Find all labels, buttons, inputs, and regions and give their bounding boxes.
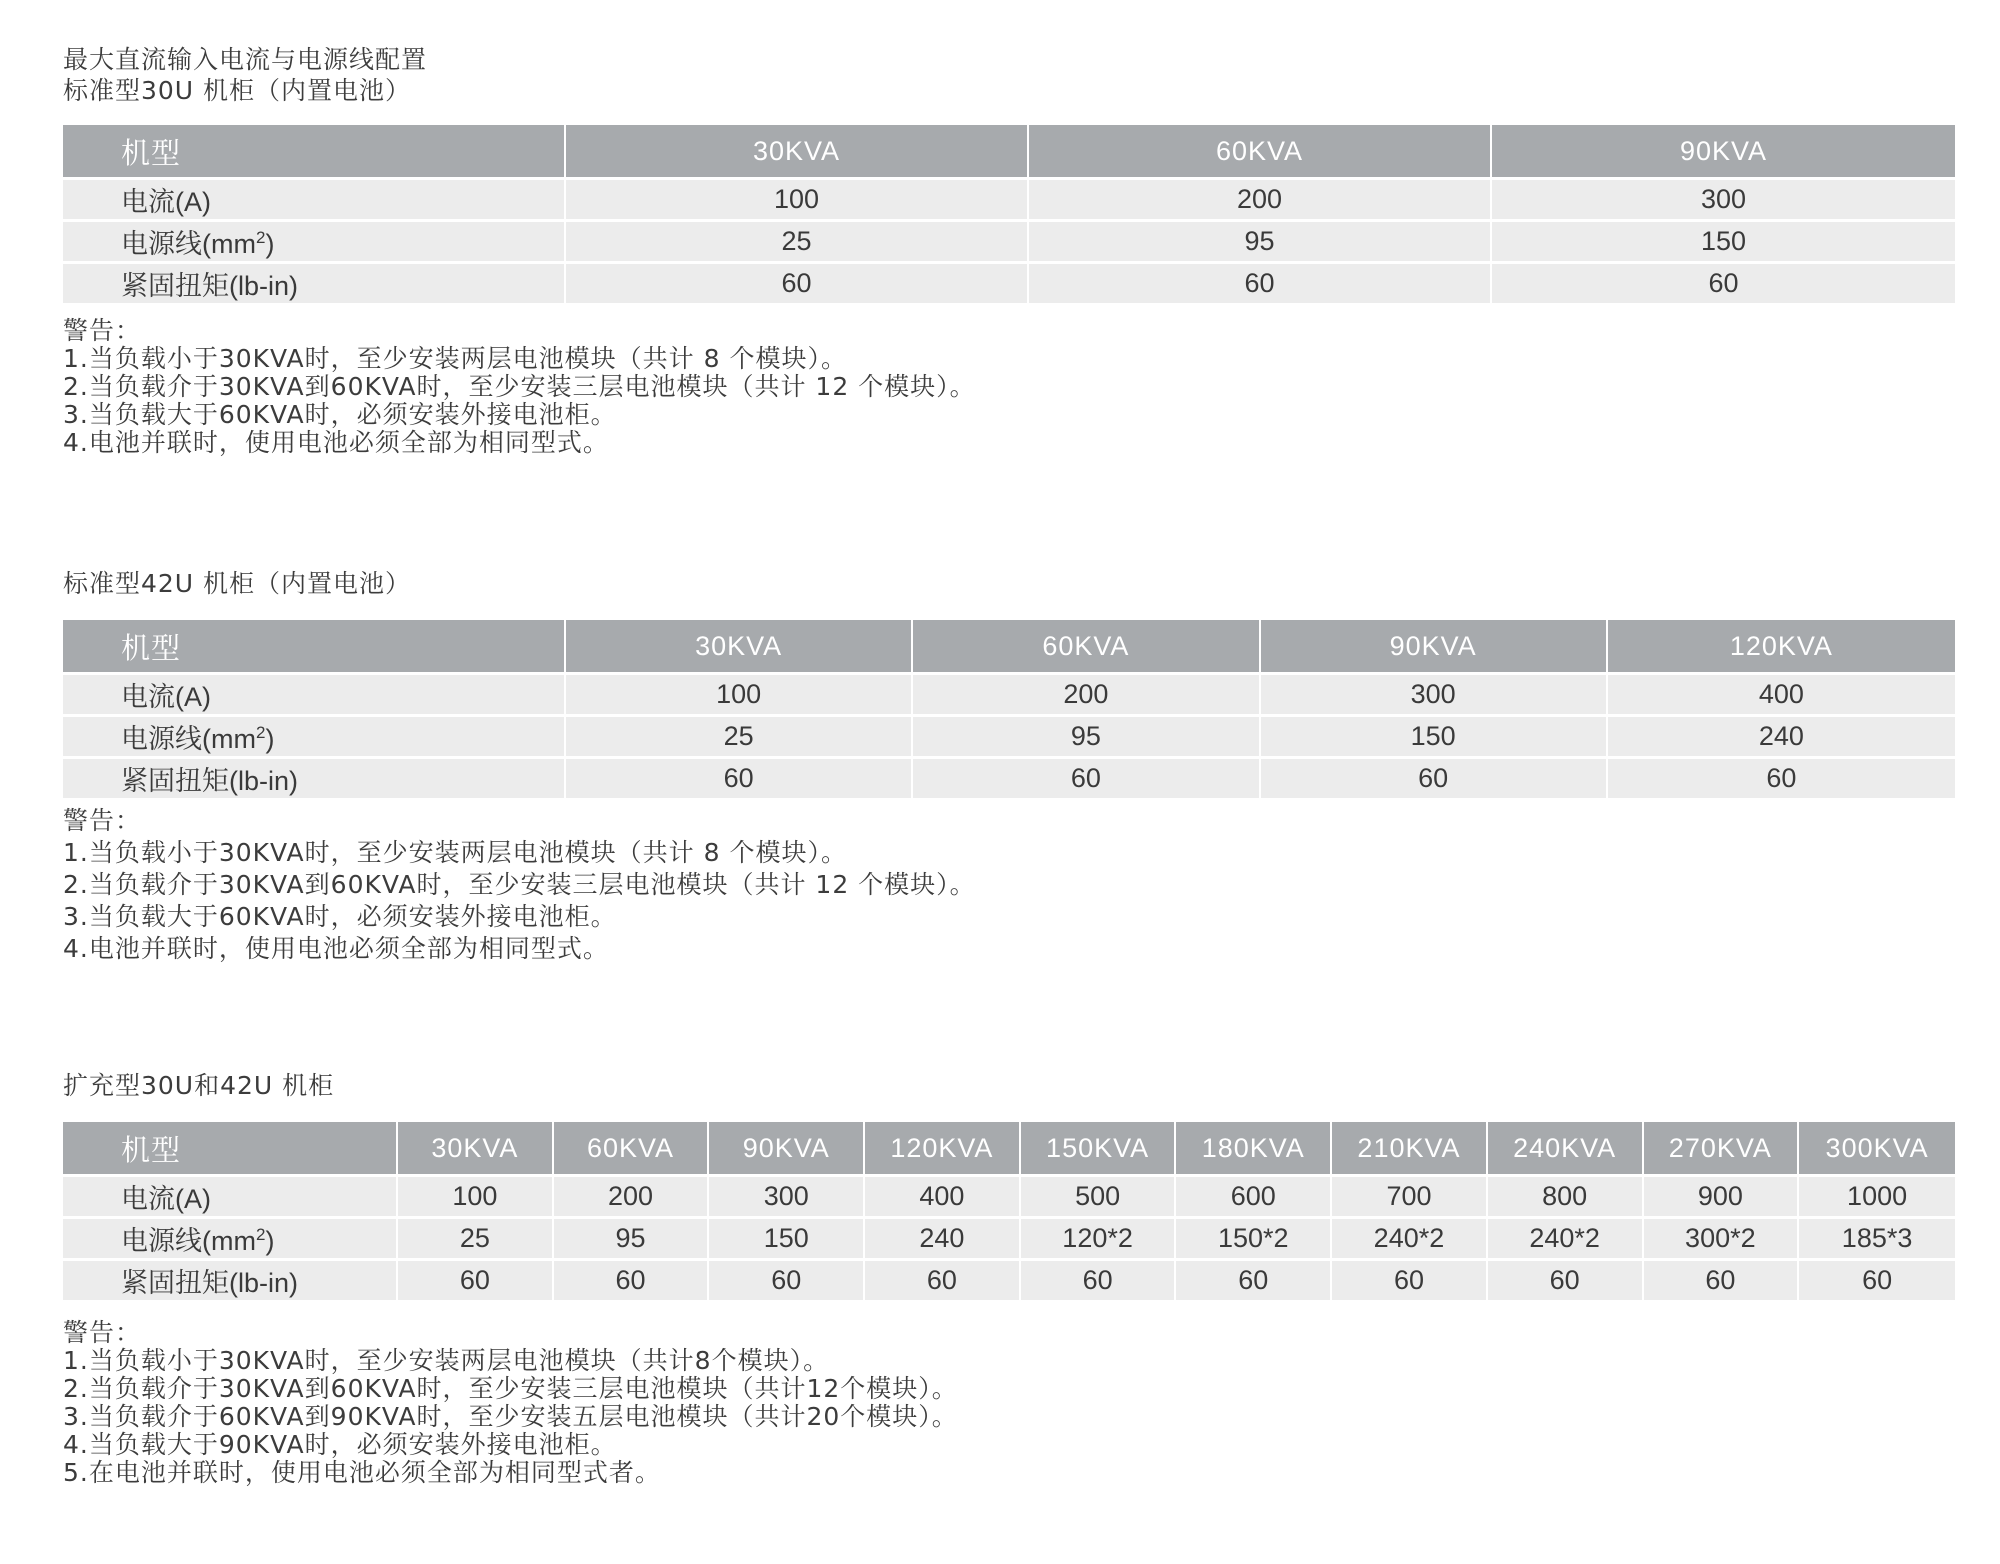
table-cell: 400 [1608, 672, 1955, 714]
header-cell: 60KVA [554, 1122, 710, 1174]
header-cell: 机型 [63, 620, 566, 672]
table-cell: 120*2 [1021, 1216, 1177, 1258]
table-cell: 400 [865, 1174, 1021, 1216]
table-cell: 300 [1492, 177, 1955, 219]
table-cell: 200 [1029, 177, 1492, 219]
row-label-text: 电源线(mm [121, 1226, 256, 1256]
table-cell: 60 [1029, 261, 1492, 303]
row-label: 电流(A) [63, 672, 566, 714]
row-label: 紧固扭矩(lb-in) [63, 756, 566, 798]
table-row [63, 672, 1955, 714]
header-cell: 180KVA [1176, 1122, 1332, 1174]
header-cell: 300KVA [1799, 1122, 1955, 1174]
table-cell: 25 [566, 219, 1029, 261]
header-cell: 240KVA [1488, 1122, 1644, 1174]
table-row [63, 714, 1955, 756]
table-cell: 150 [1492, 219, 1955, 261]
row-label-tail: ) [265, 1226, 275, 1256]
table-cell: 200 [554, 1174, 710, 1216]
table-cell: 240*2 [1488, 1216, 1644, 1258]
table-cell: 100 [566, 177, 1029, 219]
table-cell: 25 [398, 1216, 554, 1258]
table-cell: 95 [913, 714, 1260, 756]
table-cell: 185*3 [1799, 1216, 1955, 1258]
table-cell: 300 [709, 1174, 865, 1216]
row-label-text: 电源线(mm [121, 229, 256, 259]
section-title-42u: 标准型42U 机柜（内置电池） [63, 569, 412, 598]
section-title-30u: 标准型30U 机柜（内置电池） [63, 76, 412, 105]
table-cell: 60 [566, 261, 1029, 303]
header-cell: 90KVA [1261, 620, 1608, 672]
table-cell: 60 [1644, 1258, 1800, 1300]
warning-item: 4.电池并联时，使用电池必须全部为相同型式。 [63, 428, 609, 457]
unit-superscript: 2 [255, 723, 266, 742]
table-row [63, 756, 1955, 798]
row-label: 电流(A) [63, 1174, 398, 1216]
table-header-row [63, 1122, 1955, 1174]
header-cell: 120KVA [865, 1122, 1021, 1174]
spec-table-expanded [63, 1122, 1955, 1300]
table-row [63, 261, 1955, 303]
table-cell: 60 [1176, 1258, 1332, 1300]
warning-notes-42u [63, 805, 976, 965]
table-cell: 60 [398, 1258, 554, 1300]
header-cell: 60KVA [1029, 125, 1492, 177]
warning-item: 2.当负载介于30KVA到60KVA时，至少安装三层电池模块（共计 12 个模块）。 [63, 870, 976, 899]
table-cell: 100 [398, 1174, 554, 1216]
table-cell: 600 [1176, 1174, 1332, 1216]
section-title-expanded: 扩充型30U和42U 机柜 [63, 1071, 335, 1100]
table-row [63, 1174, 1955, 1216]
warning-notes-30u [63, 317, 976, 457]
table-cell: 60 [913, 756, 1260, 798]
header-cell: 30KVA [398, 1122, 554, 1174]
table-row [63, 177, 1955, 219]
header-cell: 120KVA [1608, 620, 1955, 672]
header-cell: 机型 [63, 1122, 398, 1174]
table-cell: 500 [1021, 1174, 1177, 1216]
table-row [63, 219, 1955, 261]
table-cell: 240 [865, 1216, 1021, 1258]
table-cell: 150 [709, 1216, 865, 1258]
row-label: 紧固扭矩(lb-in) [63, 1258, 398, 1300]
table-cell: 25 [566, 714, 913, 756]
header-cell: 30KVA [566, 620, 913, 672]
table-cell: 240*2 [1332, 1216, 1488, 1258]
table-cell: 900 [1644, 1174, 1800, 1216]
warning-title: 警告： [63, 1318, 142, 1347]
row-label: 电流(A) [63, 177, 566, 219]
header-cell: 210KVA [1332, 1122, 1488, 1174]
warning-item: 3.当负载大于60KVA时，必须安装外接电池柜。 [63, 400, 617, 429]
table-cell: 150*2 [1176, 1216, 1332, 1258]
page-heading: 最大直流输入电流与电源线配置 [63, 45, 428, 74]
table-cell: 60 [1799, 1258, 1955, 1300]
table-cell: 60 [1021, 1258, 1177, 1300]
table-cell: 60 [566, 756, 913, 798]
row-label [63, 1216, 398, 1258]
table-cell: 200 [913, 672, 1260, 714]
table-cell: 800 [1488, 1174, 1644, 1216]
warning-item: 3.当负载大于60KVA时，必须安装外接电池柜。 [63, 902, 617, 931]
unit-superscript: 2 [255, 1225, 266, 1244]
table-cell: 60 [1492, 261, 1955, 303]
table-cell: 300 [1261, 672, 1608, 714]
table-cell: 100 [566, 672, 913, 714]
warning-item: 1.当负载小于30KVA时，至少安装两层电池模块（共计 8 个模块）。 [63, 838, 847, 867]
table-cell: 60 [1332, 1258, 1488, 1300]
header-cell: 90KVA [1492, 125, 1955, 177]
warning-item: 2.当负载介于30KVA到60KVA时，至少安装三层电池模块（共计12个模块）。 [63, 1374, 958, 1403]
header-cell: 30KVA [566, 125, 1029, 177]
table-row [63, 1216, 1955, 1258]
table-cell: 95 [554, 1216, 710, 1258]
warning-item: 5.在电池并联时，使用电池必须全部为相同型式者。 [63, 1458, 661, 1487]
table-cell: 1000 [1799, 1174, 1955, 1216]
row-label-tail: ) [265, 229, 275, 259]
row-label: 紧固扭矩(lb-in) [63, 261, 566, 303]
table-cell: 60 [1488, 1258, 1644, 1300]
table-cell: 60 [1608, 756, 1955, 798]
table-cell: 240 [1608, 714, 1955, 756]
header-cell: 270KVA [1644, 1122, 1800, 1174]
header-cell: 机型 [63, 125, 566, 177]
warning-item: 3.当负载介于60KVA到90KVA时，至少安装五层电池模块（共计20个模块）。 [63, 1402, 958, 1431]
header-cell: 60KVA [913, 620, 1260, 672]
header-cell: 150KVA [1021, 1122, 1177, 1174]
row-label-tail: ) [265, 724, 275, 754]
table-cell: 60 [865, 1258, 1021, 1300]
warning-item: 4.当负载大于90KVA时，必须安装外接电池柜。 [63, 1430, 617, 1459]
table-cell: 60 [709, 1258, 865, 1300]
row-label [63, 219, 566, 261]
table-header-row [63, 125, 1955, 177]
unit-superscript: 2 [255, 228, 266, 247]
warning-notes-expanded [63, 1319, 958, 1487]
row-label [63, 714, 566, 756]
table-cell: 700 [1332, 1174, 1488, 1216]
warning-title: 警告： [63, 806, 142, 835]
warning-title: 警告： [63, 316, 142, 345]
table-header-row [63, 620, 1955, 672]
warning-item: 1.当负载小于30KVA时，至少安装两层电池模块（共计8个模块）。 [63, 1346, 830, 1375]
warning-item: 4.电池并联时，使用电池必须全部为相同型式。 [63, 934, 609, 963]
warning-item: 2.当负载介于30KVA到60KVA时，至少安装三层电池模块（共计 12 个模块）。 [63, 372, 976, 401]
row-label-text: 电源线(mm [121, 724, 256, 754]
table-row [63, 1258, 1955, 1300]
spec-table-30u [63, 125, 1955, 303]
header-cell: 90KVA [709, 1122, 865, 1174]
table-cell: 60 [554, 1258, 710, 1300]
table-cell: 60 [1261, 756, 1608, 798]
table-cell: 150 [1261, 714, 1608, 756]
table-cell: 300*2 [1644, 1216, 1800, 1258]
table-cell: 95 [1029, 219, 1492, 261]
warning-item: 1.当负载小于30KVA时，至少安装两层电池模块（共计 8 个模块）。 [63, 344, 847, 373]
spec-table-42u [63, 620, 1955, 798]
